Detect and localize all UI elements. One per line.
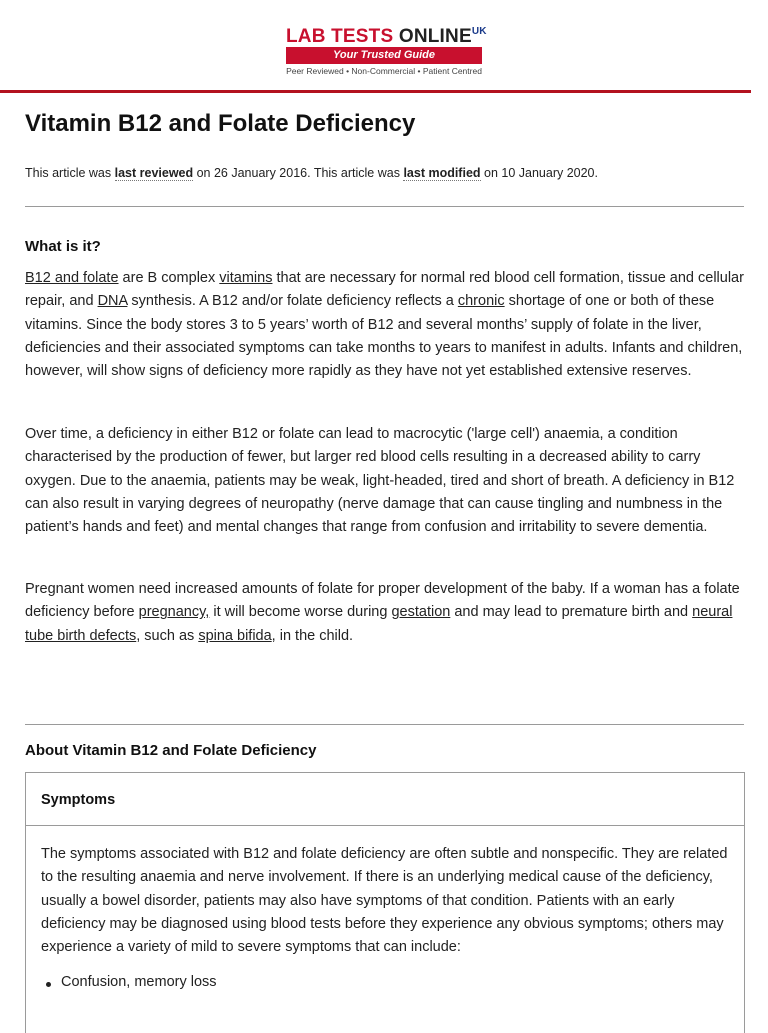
- logo-wordmark: [286, 26, 486, 48]
- logo-subline: Peer Reviewed • Non-Commercial • Patient Centred: [286, 66, 482, 76]
- para-text: , in the child.: [271, 627, 354, 644]
- para-text: that are necessary for normal red blood cell formation, tissue and cellular repair, and: [25, 270, 744, 310]
- logo-region: UK: [471, 26, 487, 37]
- b12-folate-link[interactable]: B12 and folate: [25, 270, 119, 286]
- gestation-link[interactable]: gestation: [391, 604, 451, 621]
- what-is-it-heading: What is it?: [25, 238, 101, 255]
- para-text: Pregnant women need increased amounts of folate for proper development of the baby. If a woman has a folate deficiency before: [25, 581, 740, 621]
- meta-text: This article was: [25, 166, 115, 180]
- symptoms-panel: [25, 772, 745, 1033]
- anaemia-paragraph: Over time, a deficiency in either B12 or folate can lead to macrocytic ('large cell') anaemia, a condition characterised by the production of fewer, but larger red blood cells resulting in a decreased ability to carry oxygen. Due to the anaemia, patients may be weak, light-headed, tired and short of breath. A deficiency in B12 can also result in varying degrees of neuropathy (nerve damage that can cause tingling and numbness in the patient’s hands and feet) and mental changes that range from confusion and irritability to severe dementia.: [25, 426, 735, 536]
- para-text: and may lead to premature birth and: [450, 604, 693, 621]
- header-divider: [0, 90, 751, 93]
- section-divider: [25, 724, 744, 725]
- symptoms-panel-header[interactable]: [26, 773, 744, 826]
- symptom-item-text: Confusion, memory loss: [61, 974, 217, 990]
- para-text: , such as: [136, 627, 199, 644]
- meta-text: on 10 January 2020.: [480, 166, 598, 180]
- spina-bifida-link[interactable]: spina bifida: [198, 627, 272, 644]
- para-text: are B complex: [118, 270, 220, 286]
- logo-brand-dark: ONLINE: [398, 26, 472, 47]
- last-reviewed-tooltip[interactable]: last reviewed: [114, 166, 194, 180]
- para-text: it will become worse during: [209, 604, 392, 621]
- section-divider: [25, 206, 744, 207]
- logo-brand-red: LAB TESTS: [286, 26, 399, 47]
- pregnancy-paragraph: [25, 578, 747, 648]
- about-heading: About Vitamin B12 and Folate Deficiency: [25, 742, 317, 759]
- chronic-link[interactable]: chronic: [457, 293, 505, 310]
- para-text: shortage of one or both of these vitamins. Since the body stores 3 to 5 years’ worth of B12 and several months’ supply of folate in the liver, deficiencies and their associated symptoms can take months to years to manifest in adults. Infants and children, however, will show signs of deficiency more rapidly as they have not yet established extensive reserves.: [25, 293, 743, 380]
- vitamins-link[interactable]: vitamins: [219, 270, 273, 286]
- neural-tube-defects-link[interactable]: neural tube birth defects: [25, 604, 733, 644]
- intro-paragraph: [25, 267, 747, 383]
- last-modified-tooltip[interactable]: last modified: [403, 166, 481, 180]
- pregnancy-link[interactable]: pregnancy,: [138, 604, 210, 621]
- meta-text: on 26 January 2016. This article was: [193, 166, 404, 180]
- symptoms-heading: Symptoms: [41, 792, 116, 808]
- symptoms-body: The symptoms associated with B12 and folate deficiency are often subtle and nonspecific. They are related to the resulting anaemia and nerve involvement. If there is an underlying medical cause of the deficiency, usually a bowel disorder, patients may also have symptoms of that condition. Patients with an early deficiency may be diagnosed using blood tests before they experience any obvious symptoms; others may experience a variety of mild to severe symptoms that can include:: [41, 846, 728, 956]
- logo-tagline: Your Trusted Guide: [286, 47, 482, 64]
- page-title: Vitamin B12 and Folate Deficiency: [25, 110, 416, 137]
- para-text: synthesis. A B12 and/or folate deficiency reflects a: [127, 293, 458, 310]
- article-meta: [25, 166, 598, 180]
- dna-link[interactable]: DNA: [97, 293, 128, 310]
